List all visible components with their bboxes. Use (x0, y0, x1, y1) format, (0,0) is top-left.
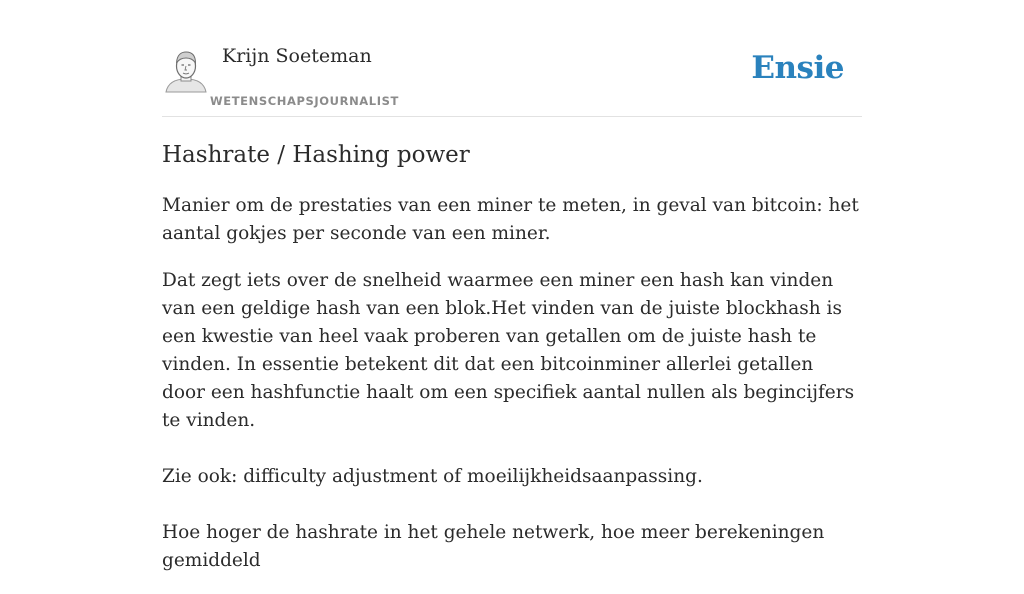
article-header (162, 0, 862, 117)
article-title: Hashrate / Hashing power (162, 142, 470, 168)
article-paragraph: Manier om de prestaties van een miner te meten, in geval van bitcoin: het aantal gokjes per seconde van een miner. (162, 195, 859, 244)
article-paragraph: Zie ook: difficulty adjustment of moeilijkheidsaanpassing. (162, 466, 703, 487)
person-avatar-icon (164, 46, 208, 92)
article-paragraph: Dat zegt iets over de snelheid waarmee een miner een hash kan vinden van een geldige hash van een blok.Het vinden van de juiste blockhash is een kwestie van heel vaak proberen van getallen om de juiste hash te vinden. In essentie betekent dit dat een bitcoinminer allerlei getallen door een hashfunctie haalt om een specifiek aantal nullen als begincijfers te vinden. (162, 270, 855, 431)
author-avatar[interactable] (164, 46, 208, 92)
article-paragraph: Hoe hoger de hashrate in het gehele netwerk, hoe meer berekeningen gemiddeld (162, 522, 825, 571)
article-body (162, 138, 862, 594)
author-name[interactable]: Krijn Soeteman (222, 45, 372, 67)
author-role: WETENSCHAPSJOURNALIST (210, 94, 399, 108)
brand-logo[interactable]: Ensie (751, 50, 844, 86)
